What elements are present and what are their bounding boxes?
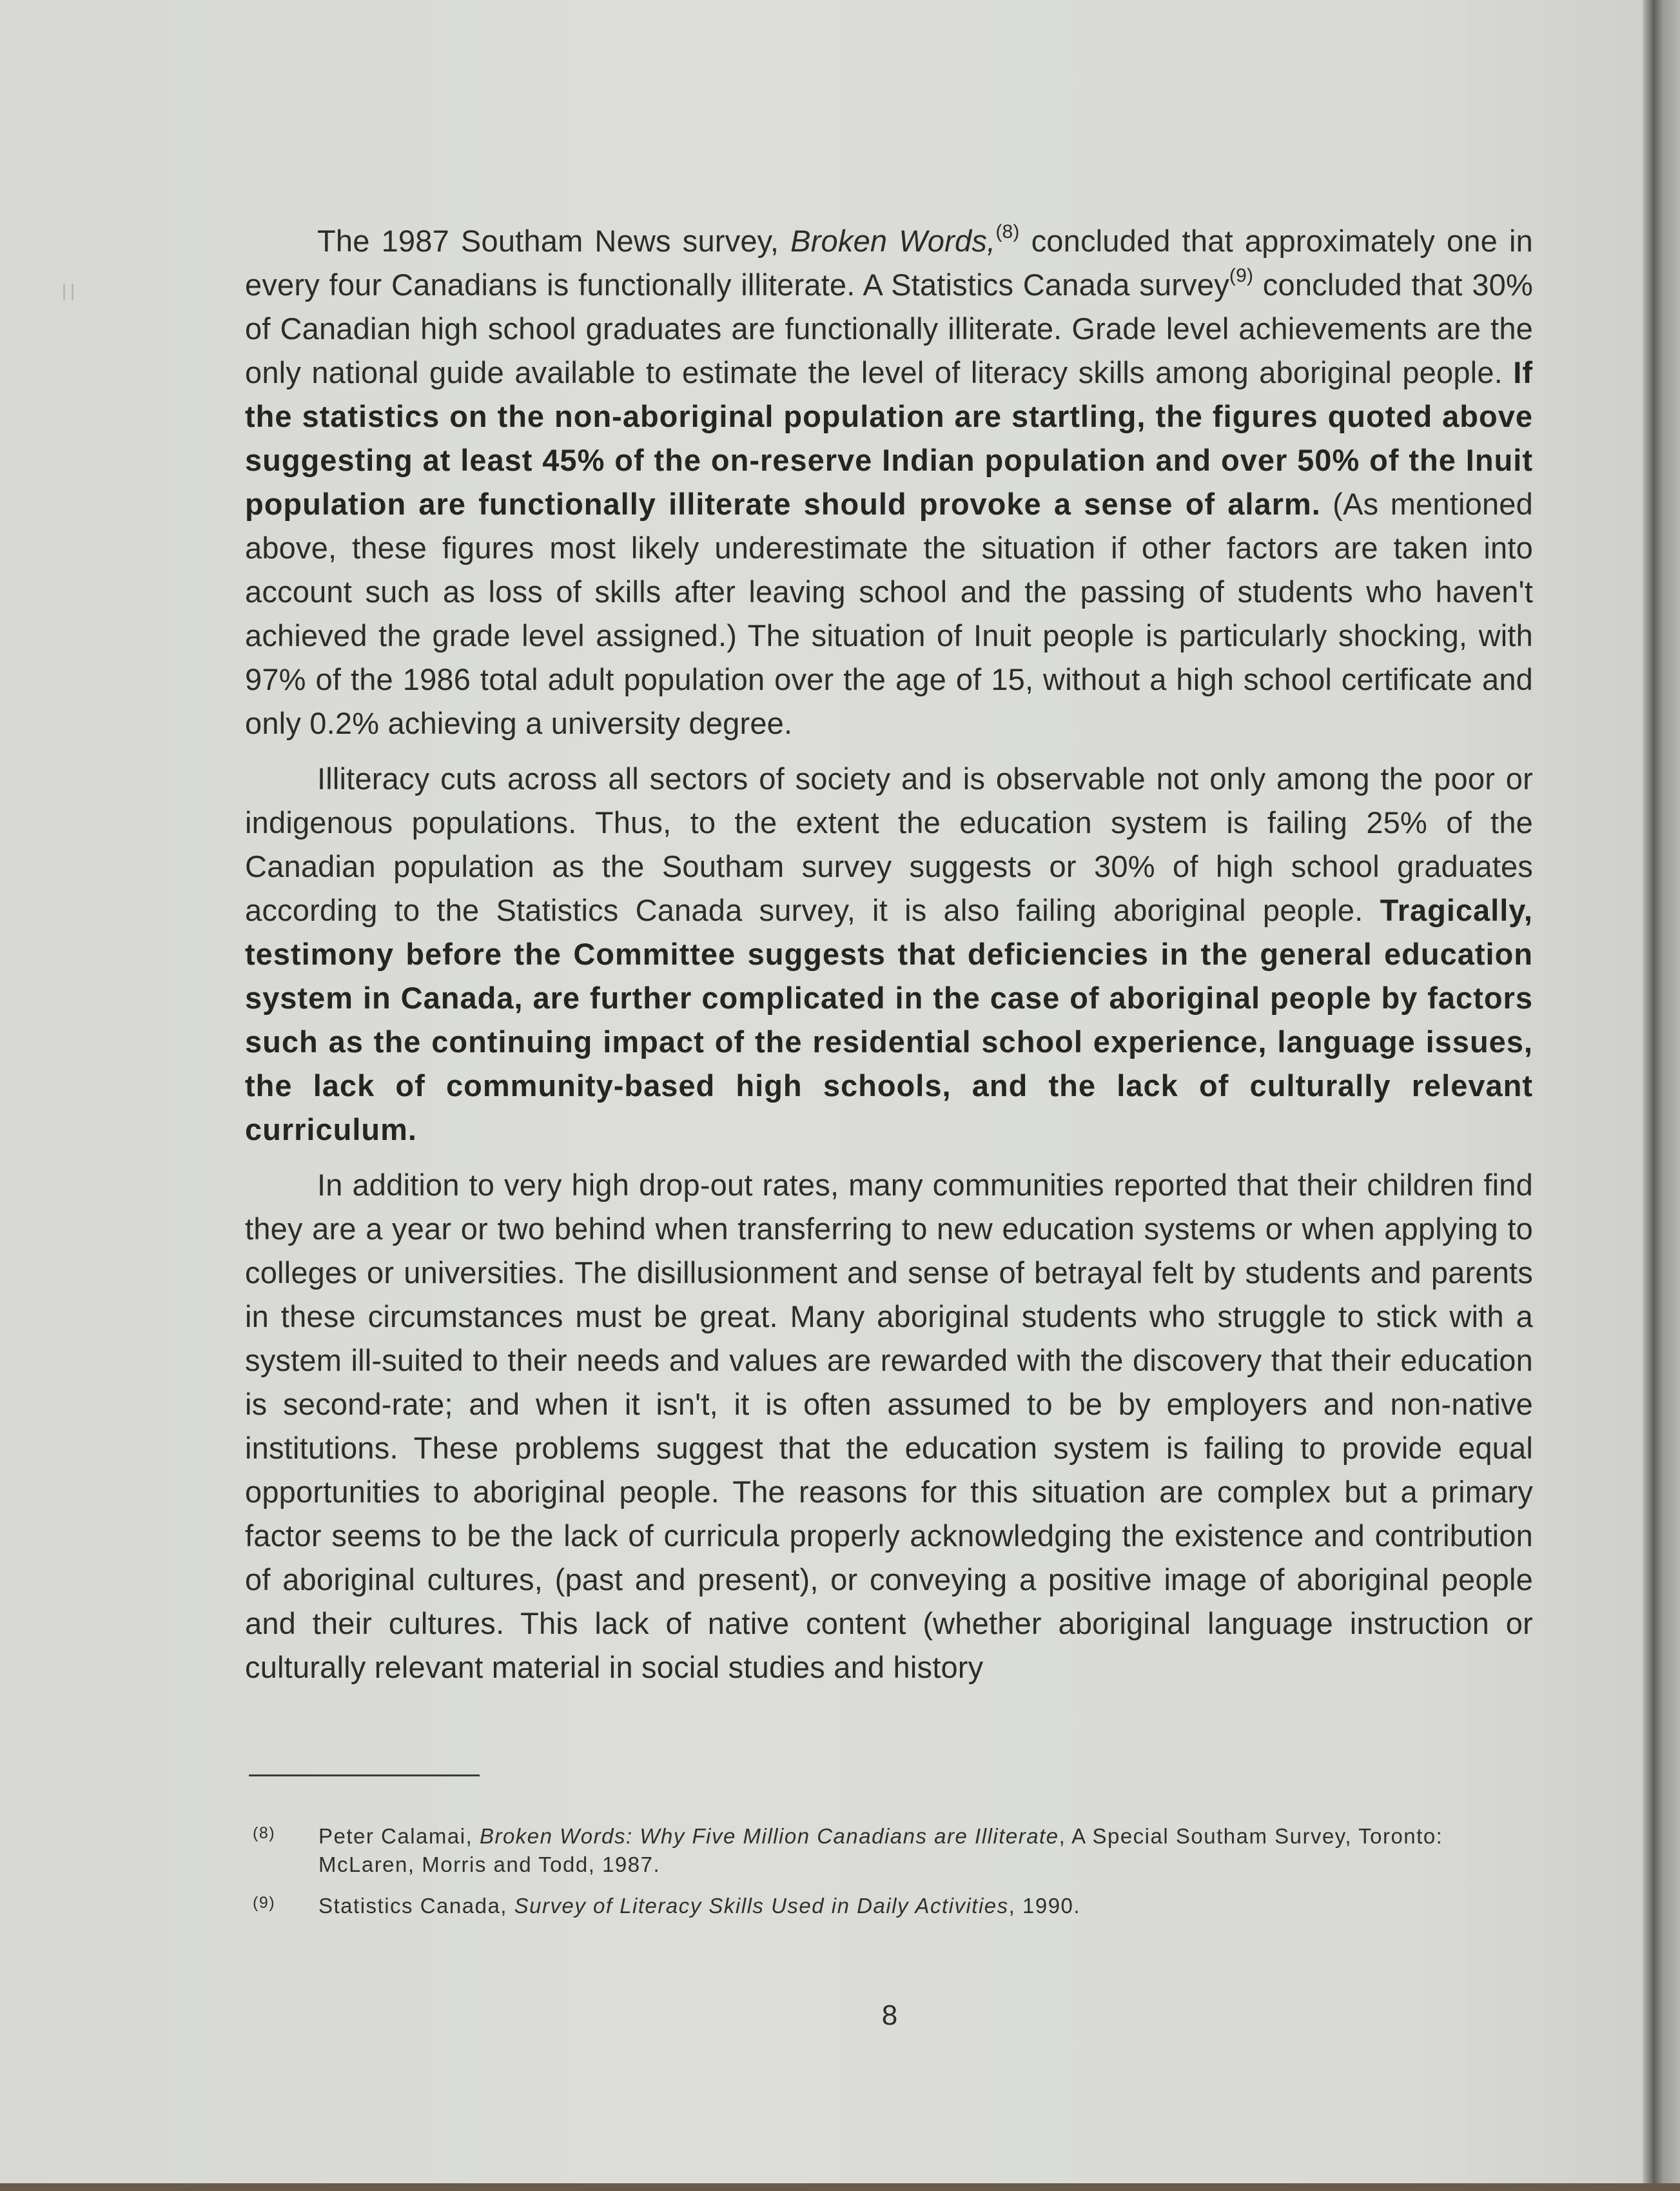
- footnote-8-publication: , A Special Southam Survey, Toronto: McLaren, Morris and Todd, 1987.: [318, 1824, 1443, 1876]
- scan-edge-mark: [63, 284, 73, 300]
- paragraph-1: [245, 219, 1533, 745]
- paragraph-2-segment-1: Illiteracy cuts across all sectors of society and is observable not only among the poor or indigenous populations. Thus, to the extent the education system is failing 25% of the Canadian population as the Southam survey suggests or 30% of high school graduates according to the Statistics Canada survey, it is also failing aboriginal people.: [245, 761, 1533, 927]
- page-number: 8: [881, 1999, 898, 2031]
- footnote-9-title: Survey of Literacy Skills Used in Daily Activities: [514, 1894, 1009, 1918]
- binding-edge: [1643, 0, 1680, 2191]
- footnote-8-marker: (8): [253, 1824, 276, 1842]
- paragraph-1-segment-8: (As mentioned above, these figures most likely underestimate the situation if other factors are taken into account such as loss of skills after leaving school and the passing of students who haven't achieved the grade level assigned.) The situation of Inuit people is particularly shocking, with 97% of the 1986 total adult population over the age of 15, without a high school certificate and only 0.2% achieving a university degree.: [245, 487, 1533, 740]
- paragraph-1-segment-6: concluded that 30% of Canadian high school graduates are functionally illiterate. Grade level achievements are the only national guide available to estimate the level of literacy skills among aboriginal people.: [245, 268, 1533, 389]
- paragraph-1-bold-statement: If the statistics on the non-aboriginal population are startling, the figures quoted above suggesting at least 45% of the on-reserve Indian population and over 50% of the Inuit population are functionally illiterate should provoke a sense of alarm.: [245, 355, 1533, 521]
- footnote-ref-8: (8): [995, 221, 1020, 243]
- paragraph-3-segment-1: In addition to very high drop-out rates, many communities reported that their children find they are a year or two behind when transferring to new education systems or when applying to colleges or universities. The disillusionment and sense of betrayal felt by students and parents in these circumstances must be great. Many aboriginal students who struggle to stick with a system ill-suited to their needs and values are rewarded with the discovery that their education is second-rate; and when it isn't, it is often assumed to be by employers and non-native institutions. These problems suggest that the education system is failing to provide equal opportunities to aboriginal people. The reasons for this situation are complex but a primary factor seems to be the lack of curricula properly acknowledging the existence and contribution of aboriginal cultures, (past and present), or conveying a positive image of aboriginal people and their cultures. This lack of native content (whether aboriginal language instruction or culturally relevant material in social studies and history: [245, 1168, 1533, 1684]
- footnote-8: [253, 1822, 1516, 1879]
- footnote-9: [253, 1892, 1516, 1920]
- footnote-9-text: [318, 1892, 1516, 1920]
- paragraph-2-bold-statement: Tragically, testimony before the Committee suggests that deficiencies in the general education system in Canada, are further complicated in the case of aboriginal people by factors such as the continuing impact of the residential school experience, language issues, the lack of community-based high schools, and the lack of culturally relevant curriculum.: [245, 893, 1533, 1146]
- footnote-ref-9: (9): [1229, 265, 1254, 287]
- paragraph-3: [245, 1163, 1533, 1689]
- footnote-rule: [249, 1774, 480, 1776]
- paragraph-2: [245, 757, 1533, 1152]
- footnote-8-author: Peter Calamai,: [318, 1824, 480, 1848]
- footnote-8-title: Broken Words: Why Five Million Canadians are Illiterate: [479, 1824, 1059, 1848]
- paragraph-1-segment-1: The 1987 Southam News survey,: [317, 224, 791, 258]
- footnote-9-marker: (9): [253, 1894, 276, 1912]
- paragraph-1-segment-4: concluded that approximately one in every four Canadians is functionally illiterate. A Statistics Canada survey: [245, 224, 1533, 302]
- footnote-8-text: [318, 1822, 1516, 1879]
- footnote-9-author: Statistics Canada,: [318, 1894, 514, 1918]
- scan-bottom-edge: [0, 2183, 1680, 2191]
- footnote-9-publication: , 1990.: [1008, 1894, 1081, 1918]
- body-text: [245, 219, 1533, 1701]
- footnotes: [253, 1822, 1516, 1933]
- paragraph-1-segment-2: Broken Words,: [790, 224, 996, 258]
